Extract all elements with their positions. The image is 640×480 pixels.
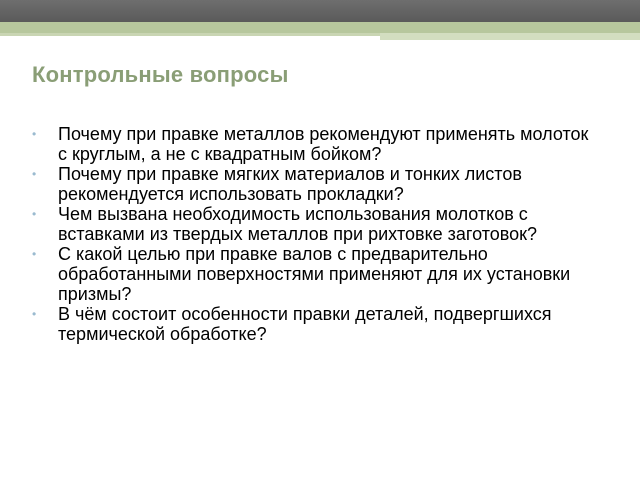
- header-bar-accent-strip: [0, 33, 380, 36]
- header-bar-accent: [0, 22, 640, 33]
- list-item: [32, 204, 592, 244]
- list-item: [32, 304, 592, 344]
- bullet-icon: •: [32, 307, 37, 321]
- slide-title: Контрольные вопросы: [32, 62, 289, 87]
- bullet-icon: •: [32, 167, 37, 181]
- list-item: [32, 124, 592, 164]
- list-item: [32, 244, 592, 304]
- question-text: Почему при правке мягких материалов и тонких листов рекомендуется использовать прокладки?: [58, 164, 522, 204]
- question-text: Чем вызвана необходимость использования молотков с вставками из твердых металлов при рихтовке заготовок?: [58, 204, 538, 244]
- list-item: [32, 164, 592, 204]
- header-bar-accent-light: [380, 33, 640, 40]
- bullet-icon: •: [32, 127, 37, 141]
- bullet-icon: •: [32, 247, 37, 261]
- question-list: [32, 124, 592, 344]
- question-text: В чём состоит особенности правки деталей, подвергшихся термической обработке?: [58, 304, 552, 344]
- bullet-icon: •: [32, 207, 37, 221]
- question-text: Почему при правке металлов рекомендуют применять молоток с круглым, а не с квадратным бойком?: [58, 124, 589, 164]
- header-bar-dark: [0, 0, 640, 22]
- question-text: С какой целью при правке валов с предварительно обработанными поверхностями применяют для их установки призмы?: [58, 244, 571, 304]
